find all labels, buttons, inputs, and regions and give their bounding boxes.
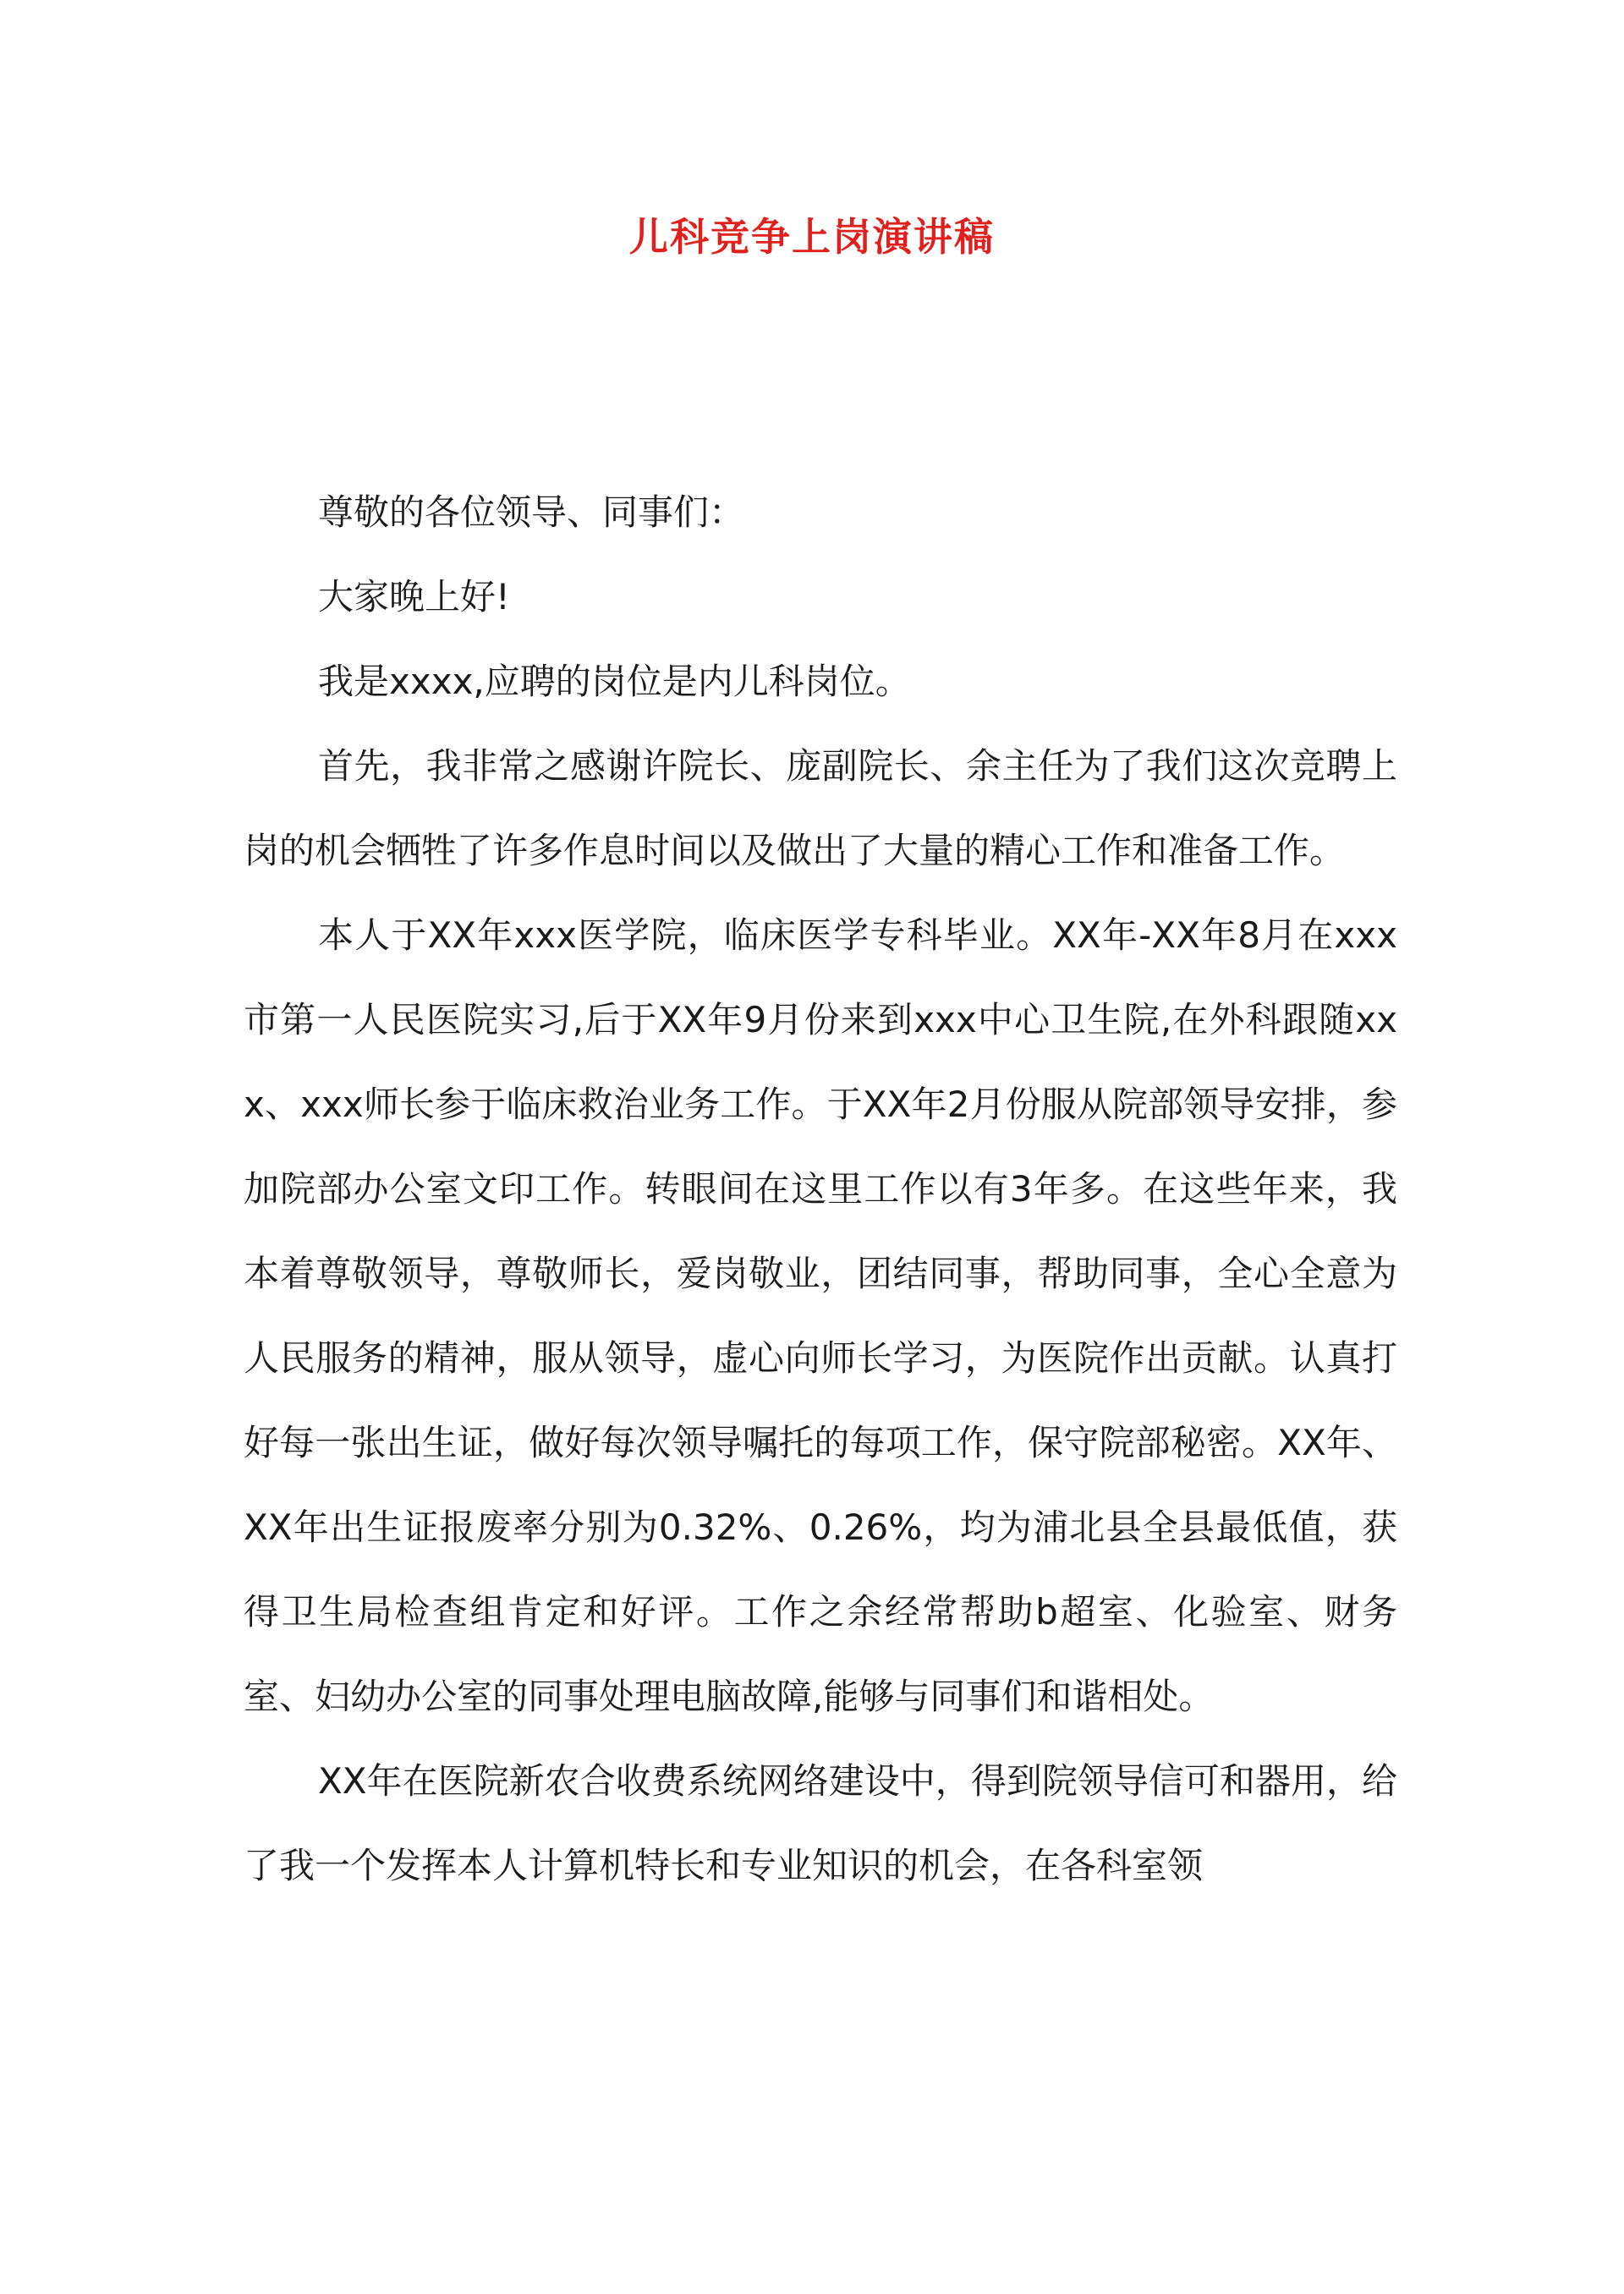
paragraph-thanks: 首先，我非常之感谢许院长、庞副院长、余主任为了我们这次竞聘上岗的机会牺牲了许多作息时间以及做出了大量的精心工作和准备工作。 xyxy=(244,745,1397,871)
paragraph-network-project: XX年在医院新农合收费系统网络建设中，得到院领导信可和器用，给了我一个发挥本人计算机特长和专业知识的机会，在各科室领 xyxy=(244,1760,1397,1886)
paragraph-experience: 本人于XX年xxx医学院，临床医学专科毕业。XX年-XX年8月在xxx市第一人民医院实习,后于XX年9月份来到xxx中心卫生院,在外科跟随xxx、xxx师长参于临床救治业务工作。于XX年2月份服从院部领导安排，参加院部办公室文印工作。转眼间在这里工作以有3年多。在这些年来，我本着尊敬领导，尊敬师长，爱岗敬业，团结同事，帮助同事，全心全意为人民服务的精神，服从领导，虚心向师长学习，为医院作出贡献。认真打好每一张出生证，做好每次领导嘱托的每项工作，保守院部秘密。XX年、XX年出生证报废率分别为0.32%、0.26%，均为浦北县全县最低值，获得卫生局检查组肯定和好评。工作之余经常帮助b超室、化验室、财务室、妇幼办公室的同事处理电脑故障,能够与同事们和谐相处。 xyxy=(244,914,1397,1717)
document-title: 儿科竞争上岗演讲稿 xyxy=(629,214,995,260)
self-introduction: 我是xxxx,应聘的岗位是内儿科岗位。 xyxy=(318,661,911,702)
document-body xyxy=(244,470,1397,1908)
salutation: 尊敬的各位领导、同事们： xyxy=(318,491,745,533)
greeting: 大家晚上好! xyxy=(318,576,510,617)
